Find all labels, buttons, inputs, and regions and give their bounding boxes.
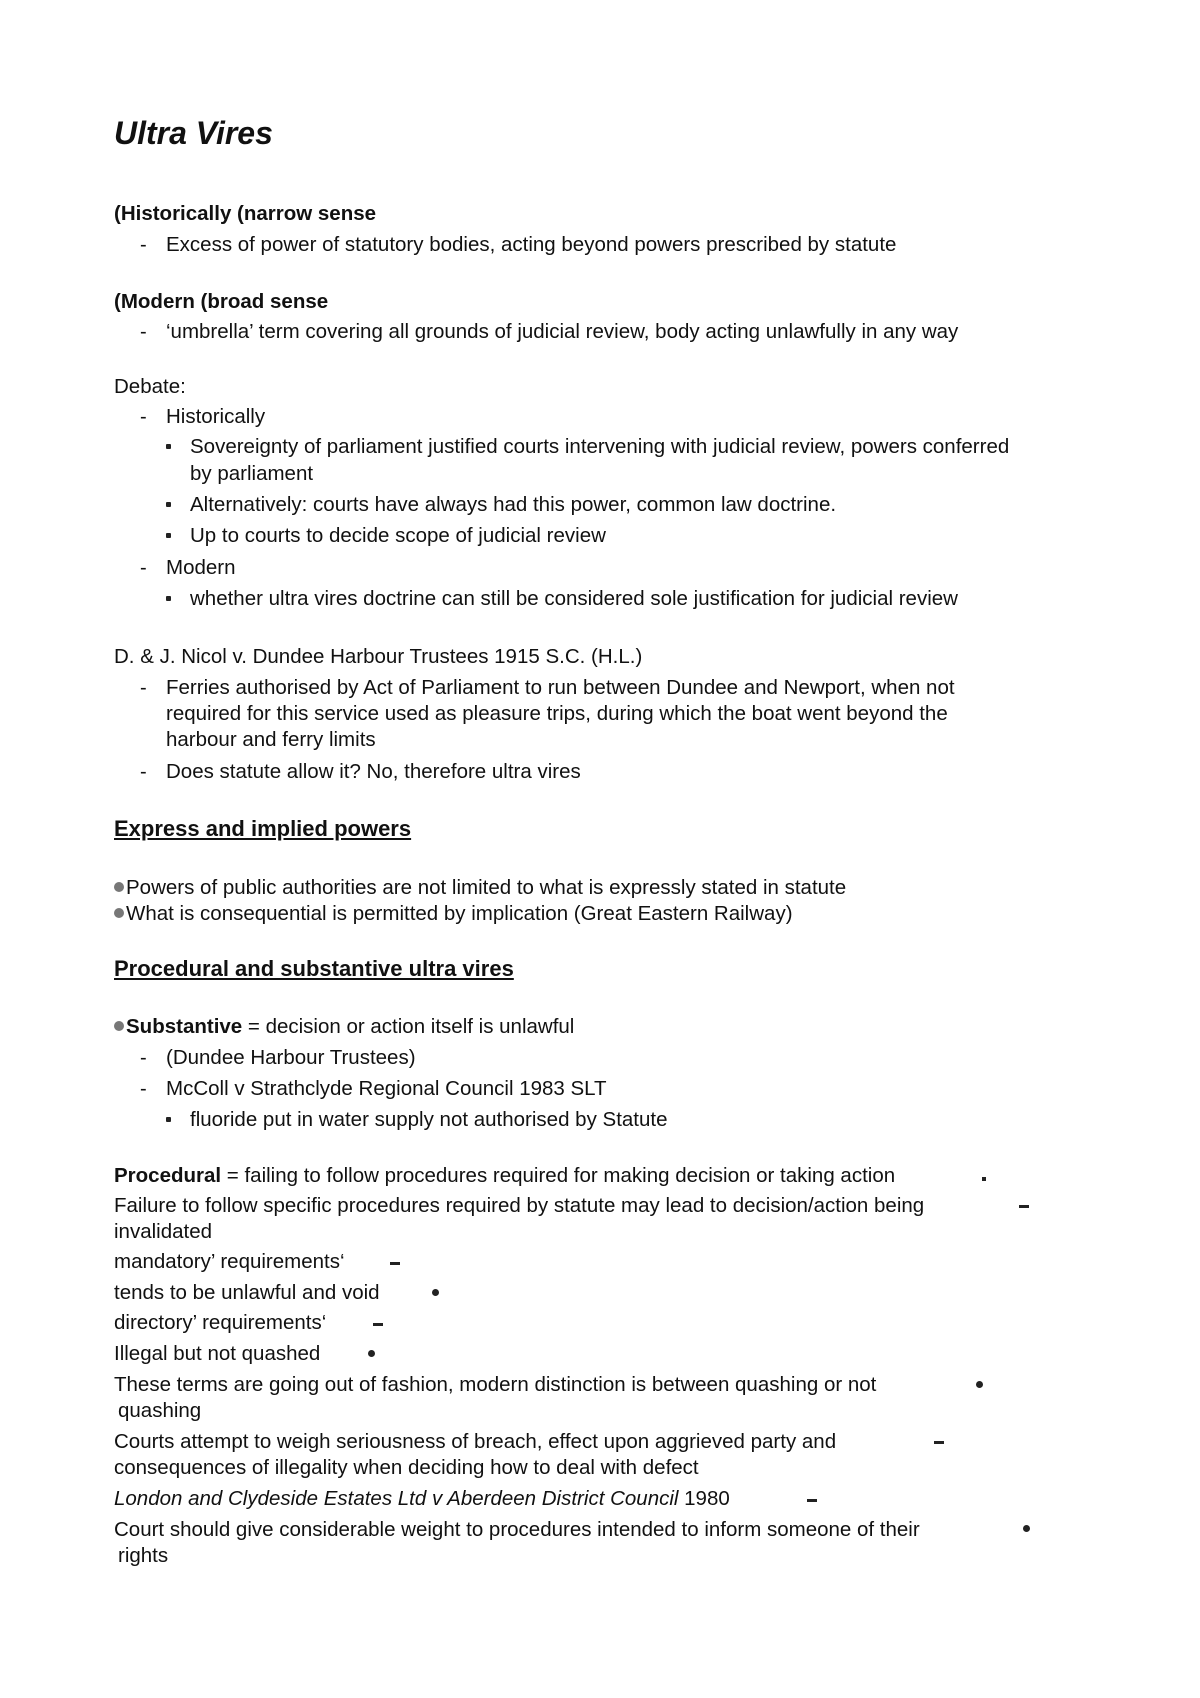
procedural-line-continued: invalidated — [114, 1220, 213, 1243]
list-item: Does statute allow it? No, therefore ultra vires — [166, 760, 581, 783]
paragraph-label: Debate: — [114, 375, 186, 398]
list-item: Historically — [166, 405, 266, 428]
case-citation: D. & J. Nicol v. Dundee Harbour Trustees 1915 S.C. (H.L.) — [114, 645, 643, 668]
case-name: London and Clydeside Estates Ltd v Aberdeen District Council — [114, 1487, 679, 1510]
procedural-line-continued: rights — [118, 1544, 169, 1567]
dot-bullet — [1023, 1525, 1030, 1532]
section-heading: (Modern (broad sense — [114, 290, 329, 313]
procedural-line-continued: quashing — [118, 1399, 202, 1422]
dot-bullet — [368, 1350, 375, 1357]
list-item: Excess of power of statutory bodies, acting beyond powers prescribed by statute — [166, 233, 897, 256]
dash-bullet: - — [140, 1078, 147, 1100]
procedural-line: Courts attempt to weigh seriousness of breach, effect upon aggrieved party and — [114, 1430, 837, 1453]
procedural-line: These terms are going out of fashion, modern distinction is between quashing or not — [114, 1373, 877, 1396]
section-heading-underlined: Procedural and substantive ultra vires — [114, 956, 514, 981]
bullet-text: Powers of public authorities are not limited to what is expressly stated in statute — [126, 876, 847, 899]
procedural-line — [114, 1164, 895, 1188]
procedural-line: Court should give considerable weight to procedures intended to inform someone of their — [114, 1518, 920, 1541]
dash-bullet: - — [140, 234, 147, 256]
substantive-text: = decision or action itself is unlawful — [242, 1015, 575, 1038]
dot-bullet — [432, 1289, 439, 1296]
dash-bullet: - — [140, 1047, 147, 1069]
list-item: Modern — [166, 556, 236, 579]
bullet-line — [114, 1015, 574, 1039]
bullet-line — [114, 902, 793, 926]
square-bullet — [166, 1117, 171, 1122]
procedural-text: = failing to follow procedures required for making decision or taking action — [221, 1164, 896, 1187]
list-item: McColl v Strathclyde Regional Council 1983 SLT — [166, 1077, 607, 1100]
case-year: 1980 — [678, 1487, 730, 1510]
substantive-label: Substantive — [126, 1015, 243, 1038]
dash-bullet: - — [140, 321, 147, 343]
sub-list-item: Alternatively: courts have always had this power, common law doctrine. — [190, 493, 837, 516]
sub-list-item: Sovereignty of parliament justified courts intervening with judicial review, powers conferred — [190, 435, 1010, 458]
page-title: Ultra Vires — [114, 115, 273, 151]
square-bullet — [166, 444, 171, 449]
square-bullet — [982, 1177, 986, 1181]
dash-bullet: - — [140, 677, 147, 699]
square-bullet — [166, 502, 171, 507]
circle-bullet — [114, 882, 124, 892]
dash-bullet — [373, 1323, 383, 1326]
list-item: Ferries authorised by Act of Parliament to run between Dundee and Newport, when not — [166, 676, 955, 699]
dash-bullet — [807, 1499, 817, 1502]
square-bullet — [166, 596, 171, 601]
sub-list-item: Up to courts to decide scope of judicial review — [190, 524, 606, 547]
circle-bullet — [114, 1021, 124, 1031]
sub-list-item: whether ultra vires doctrine can still be considered sole justification for judicial review — [190, 587, 958, 610]
section-heading: (Historically (narrow sense — [114, 202, 377, 225]
bullet-line — [114, 876, 846, 900]
dash-bullet — [934, 1441, 944, 1444]
bullet-text: What is consequential is permitted by implication (Great Eastern Railway) — [126, 902, 793, 925]
procedural-line-continued: consequences of illegality when deciding how to deal with defect — [114, 1456, 699, 1479]
dash-bullet: - — [140, 761, 147, 783]
procedural-line: directory’ requirements‘ — [114, 1311, 327, 1334]
procedural-line: Failure to follow specific procedures required by statute may lead to decision/action being — [114, 1194, 925, 1217]
dash-bullet: - — [140, 557, 147, 579]
sub-list-item-continued: by parliament — [190, 462, 314, 485]
procedural-line: mandatory’ requirements‘ — [114, 1250, 345, 1273]
dash-bullet — [390, 1262, 400, 1265]
procedural-label: Procedural — [114, 1164, 222, 1187]
procedural-line: tends to be unlawful and void — [114, 1281, 380, 1304]
sub-list-item: fluoride put in water supply not authorised by Statute — [190, 1108, 668, 1131]
circle-bullet — [114, 908, 124, 918]
list-item-continued: required for this service used as pleasure trips, during which the boat went beyond the — [166, 702, 948, 725]
list-item: ‘umbrella’ term covering all grounds of judicial review, body acting unlawfully in any way — [166, 320, 959, 343]
square-bullet — [166, 533, 171, 538]
procedural-line: Illegal but not quashed — [114, 1342, 321, 1365]
dash-bullet: - — [140, 406, 147, 428]
dash-bullet — [1019, 1205, 1029, 1208]
dot-bullet — [976, 1381, 983, 1388]
list-item-continued: harbour and ferry limits — [166, 728, 376, 751]
case-line — [114, 1487, 730, 1511]
section-heading-underlined: Express and implied powers — [114, 816, 412, 841]
list-item: (Dundee Harbour Trustees) — [166, 1046, 416, 1069]
